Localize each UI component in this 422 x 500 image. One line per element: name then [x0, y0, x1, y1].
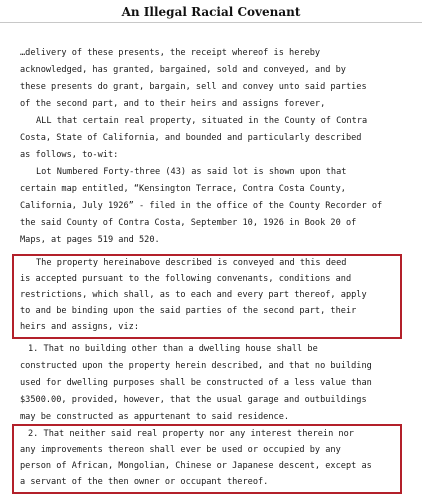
deed-line: Maps, at pages 519 and 520.	[20, 235, 160, 245]
deed-line: restrictions, which shall, as to each and every part thereof, apply	[20, 290, 367, 300]
deed-line: certain map entitled, “Kensington Terrace, Contra Costa County,	[20, 184, 346, 194]
deed-line: Lot Numbered Forty-three (43) as said lot is shown upon that	[36, 167, 347, 177]
deed-line: constructed upon the property herein described, and that no building	[20, 361, 372, 371]
deed-line: California, July 1926” - filed in the office of the County Recorder of	[20, 201, 383, 211]
deed-line: these presents do grant, bargain, sell and convey unto said parties	[20, 82, 367, 92]
deed-line: of the second part, and to their heirs and assigns forever,	[20, 99, 326, 109]
deed-line: as follows, to-wit:	[20, 150, 119, 160]
deed-line: to and be binding upon the said parties of the second part, their	[20, 306, 357, 316]
deed-line: 1. That no building other than a dwelling house shall be	[28, 344, 318, 354]
page-title: An Illegal Racial Covenant	[121, 5, 301, 19]
deed-line: …delivery of these presents, the receipt whereof is hereby	[20, 48, 321, 58]
deed-line: heirs and assigns, viz:	[20, 322, 139, 332]
deed-line: Costa, State of California, and bounded and particularly described	[20, 133, 362, 143]
deed-line: the said County of Contra Costa, September 10, 1926 in Book 20 of	[20, 218, 357, 228]
deed-line: $3500.00, provided, however, that the usual garage and outbuildings	[20, 395, 367, 405]
deed-line: ALL that certain real property, situated in the County of Contra	[36, 116, 368, 126]
deed-line: any improvements thereon shall ever be used or occupied by any	[20, 445, 341, 455]
deed-line: a servant of the then owner or occupant thereof.	[20, 477, 269, 487]
deed-line: is accepted pursuant to the following convenants, conditions and	[20, 274, 352, 284]
deed-line: 2. That neither said real property nor any interest therein nor	[28, 429, 354, 439]
deed-line: may be constructed as appurtenant to said residence.	[20, 412, 290, 422]
deed-line: acknowledged, has granted, bargained, sold and conveyed, and by	[20, 65, 346, 75]
title-divider	[0, 22, 422, 23]
deed-line: The property hereinabove described is conveyed and this deed	[36, 258, 347, 268]
deed-line: used for dwelling purposes shall be constructed of a less value than	[20, 378, 372, 388]
deed-line: person of African, Mongolian, Chinese or Japanese descent, except as	[20, 461, 372, 471]
